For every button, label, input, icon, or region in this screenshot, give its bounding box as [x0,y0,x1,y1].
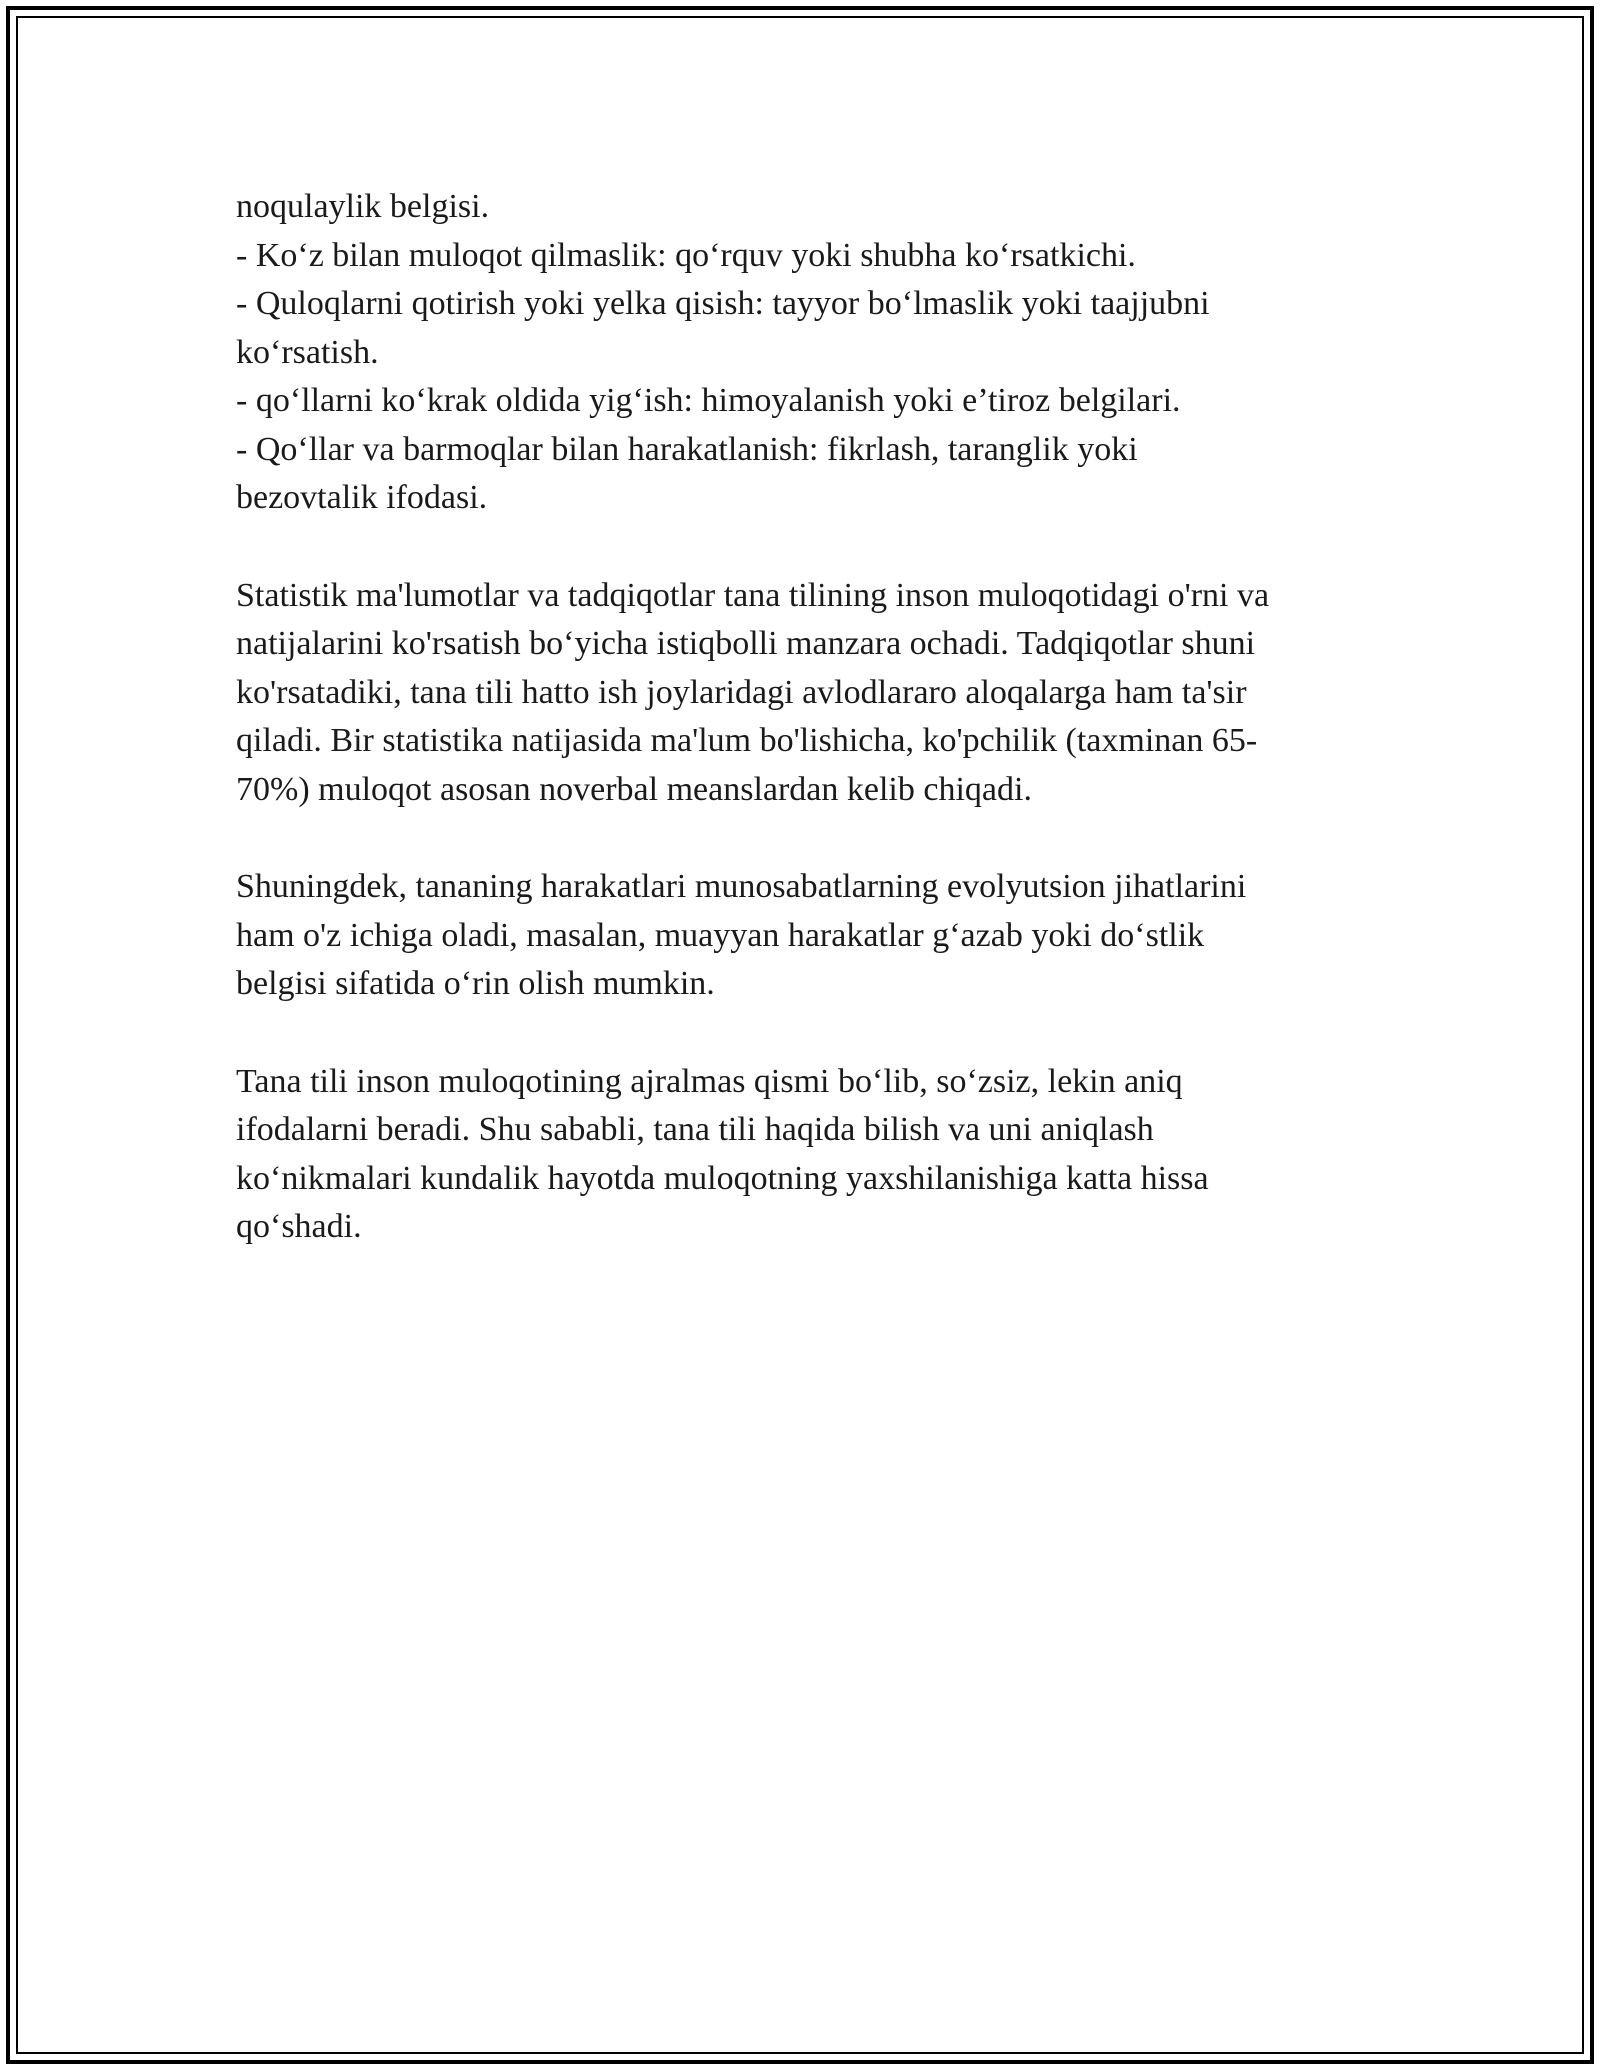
text-line: ko'rsatadiki, tana tili hatto ish joylaridagi avlodlararo aloqalarga ham ta'sir [236,673,1247,711]
text-line: belgisi sifatida o‘rin olish mumkin. [236,965,715,1002]
list-continuation-paragraph [236,183,1366,523]
text-line: ifodalarni beradi. Shu sababli, tana tili haqida bilish va uni aniqlash [236,1111,1154,1148]
text-line: qo‘shadi. [236,1208,362,1245]
text-line: Statistik ma'lumotlar va tadqiqotlar tana tilining inson muloqotidagi o'rni va [236,576,1270,614]
list-item: - Ko‘z bilan muloqot qilmaslik: qo‘rquv yoki shubha ko‘rsatkichi. [236,236,1136,274]
text-line: noqulaylik belgisi. [236,188,490,225]
text-line: qiladi. Bir statistika natijasida ma'lum bo'lishicha, ko'pchilik (taxminan 65- [236,722,1258,759]
list-item: - qo‘llarni ko‘krak oldida yig‘ish: himoyalanish yoki e’tiroz belgilari. [236,382,1181,419]
list-item: - Qo‘llar va barmoqlar bilan harakatlanish: fikrlash, taranglik yoki [236,430,1138,468]
evolution-paragraph [236,863,1366,1009]
list-item: - Quloqlarni qotirish yoki yelka qisish: tayyor bo‘lmaslik yoki taajjubni [236,285,1210,322]
text-line: bezovtalik ifodasi. [236,479,488,516]
text-line: ham o'z ichiga oladi, masalan, muayyan harakatlar g‘azab yoki do‘stlik [236,916,1205,954]
statistics-paragraph [236,572,1366,815]
text-line: ko‘rsatish. [236,333,379,371]
document-body [236,183,1366,1252]
text-line: Tana tili inson muloqotining ajralmas qismi bo‘lib, so‘zsiz, lekin aniq [236,1062,1183,1100]
text-line: ko‘nikmalari kundalik hayotda muloqotning yaxshilanishiga katta hissa [236,1159,1209,1197]
conclusion-paragraph [236,1058,1366,1252]
text-line: natijalarini ko'rsatish bo‘yicha istiqbolli manzara ochadi. Tadqiqotlar shuni [236,625,1256,662]
text-line: 70%) muloqot asosan noverbal meanslardan kelib chiqadi. [236,770,1032,808]
text-line: Shuningdek, tananing harakatlari munosabatlarning evolyutsion jihatlarini [236,868,1247,905]
